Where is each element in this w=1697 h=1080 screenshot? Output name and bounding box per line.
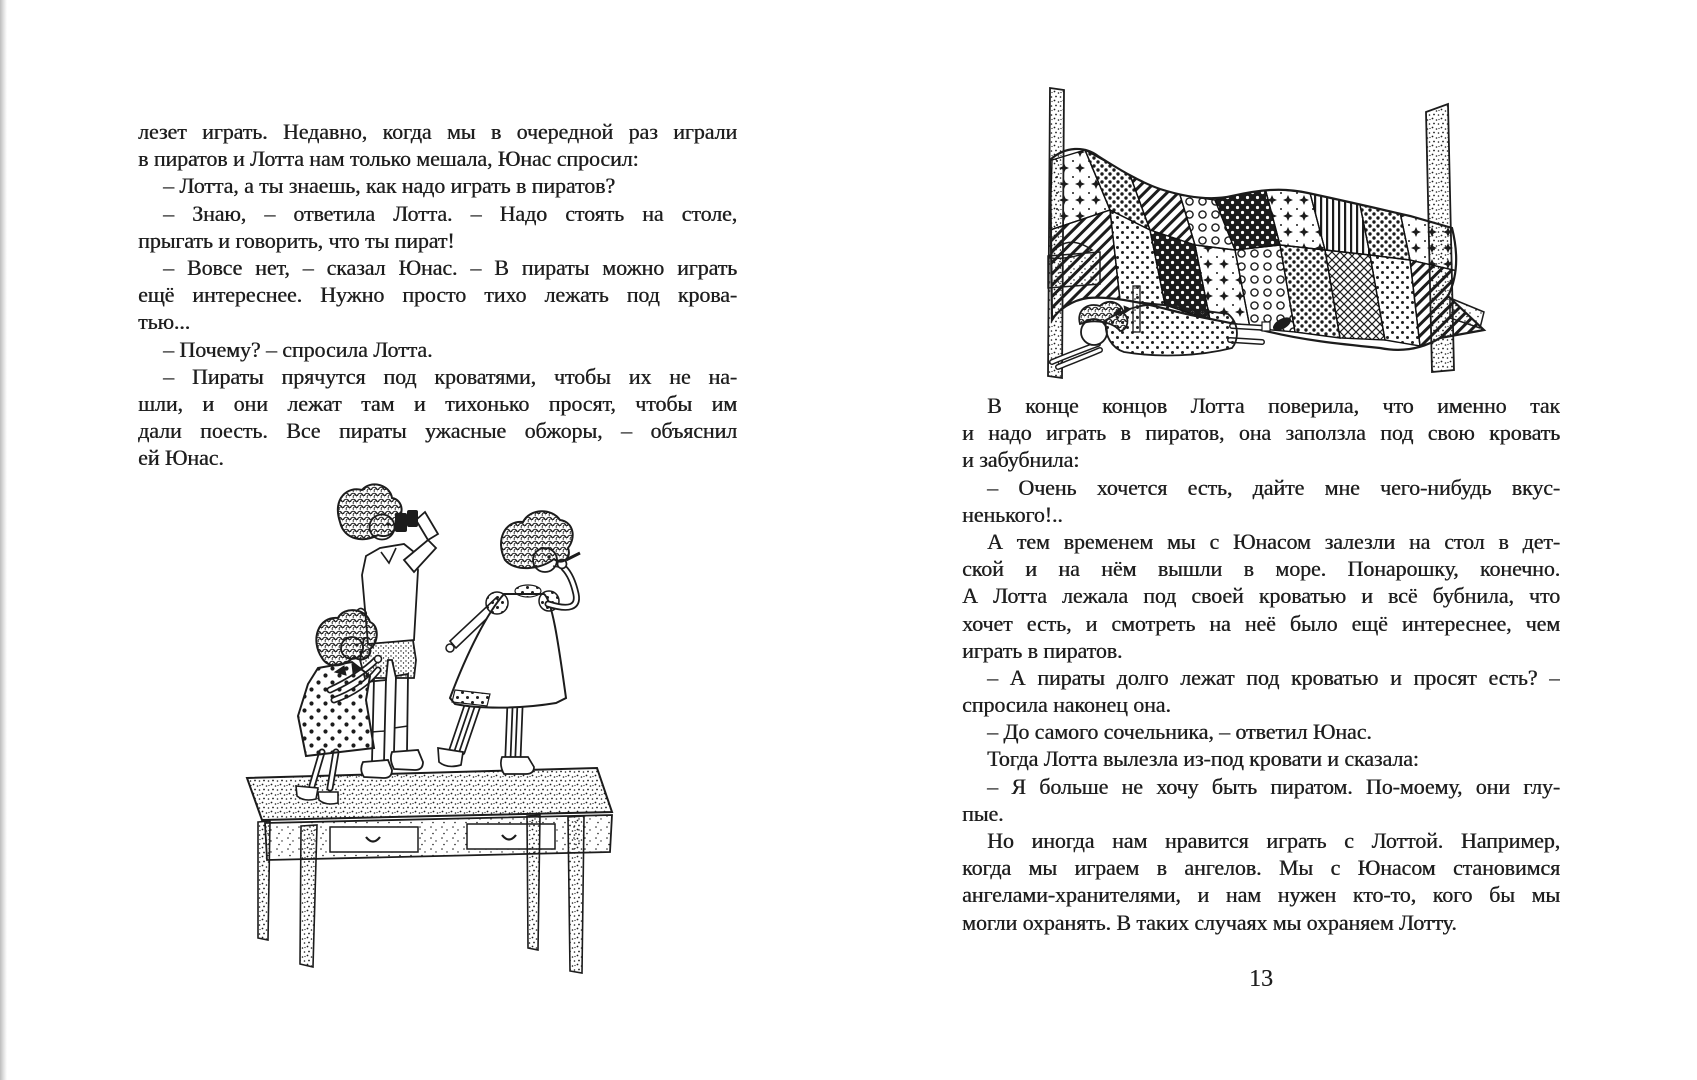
text-line: – До самого сочельника, – ответил Юнас. [987, 719, 1372, 745]
text-line: тью... [138, 309, 190, 335]
text-line: и надо играть в пиратов, она заползла под свою кровать [962, 420, 1560, 446]
text-line: лезет играть. Недавно, когда мы в очередной раз играли [138, 119, 737, 144]
girl-looking-through-hand [438, 511, 580, 774]
left-page-text [138, 118, 737, 471]
text-line: пые. [962, 800, 1004, 826]
text-line: – Знаю, – ответила Лотта. – Надо стоять на столе, [163, 200, 737, 226]
text-line: ангелами-хранителями, и нам нужен кто-то, кого бы мы [962, 882, 1560, 908]
text-line: спросила наконец она. [962, 692, 1171, 718]
text-line: – Пираты прячутся под кроватями, чтобы их не на- [163, 363, 737, 389]
text-line: – Вовсе нет, – сказал Юнас. – В пираты можно играть [163, 254, 737, 280]
text-line: ей Юнас. [138, 445, 224, 471]
text-line: ещё интереснее. Нужно просто тихо лежать под крова- [138, 282, 737, 308]
text-line: и забубнила: [962, 447, 1080, 473]
page-number: 13 [1249, 966, 1273, 992]
right-page-text [962, 392, 1560, 936]
text-line: играть в пиратов. [962, 637, 1123, 663]
text-line: шли, и они лежат там и тихонько просят, чтобы им [138, 390, 737, 416]
text-line: – Почему? – спросила Лотта. [163, 336, 433, 362]
text-line: дали поесть. Все пираты ужасные обжоры, – объяснил [138, 418, 737, 444]
text-line: хочет есть, и смотреть на неё было ещё интереснее, чем [962, 610, 1560, 636]
text-line: ненького!.. [962, 501, 1063, 527]
text-line: А Лотта лежала под своей кроватью и всё бубнила, что [962, 583, 1560, 609]
text-line: в пиратов и Лотта нам только мешала, Юнас спросил: [138, 146, 639, 172]
text-line: А тем временем мы с Юнасом залезли на стол в дет- [987, 528, 1560, 554]
text-line: – Лотта, а ты знаешь, как надо играть в пиратов? [163, 173, 615, 199]
text-line: прыгать и говорить, что ты пират! [138, 227, 455, 253]
text-line: – Я больше не хочу быть пиратом. По-моему, они глу- [987, 773, 1560, 799]
text-line: – Очень хочется есть, дайте мне чего-нибудь вкус- [987, 474, 1560, 500]
text-line: – А пираты долго лежат под кроватью и просят есть? – [987, 664, 1560, 690]
bed-with-quilt-illustration [1020, 78, 1500, 390]
text-line: когда мы играем в ангелов. Мы с Юнасом становимся [962, 855, 1560, 881]
children-on-table-illustration [240, 450, 640, 985]
text-line: Тогда Лотта вылезла из-под кровати и сказала: [987, 746, 1419, 772]
text-line: ской и на нём вышли в море. Понарошку, конечно. [962, 556, 1560, 582]
text-line: В конце концов Лотта поверила, что именно так [987, 393, 1560, 418]
text-line: Но иногда нам нравится играть с Лоттой. Например, [987, 828, 1560, 853]
text-line: могли охранять. В таких случаях мы охраняем Лотту. [962, 909, 1457, 935]
